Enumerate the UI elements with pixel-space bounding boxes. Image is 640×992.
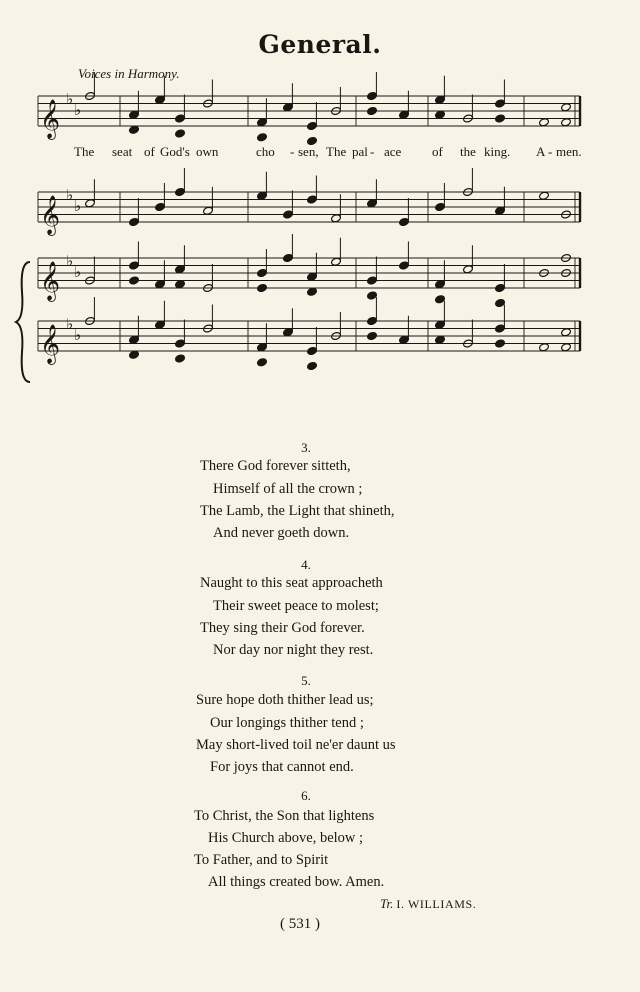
note-head (367, 199, 378, 208)
note-head (175, 339, 186, 348)
note-head (435, 95, 446, 104)
note-head (495, 114, 506, 123)
verse-line: For joys that cannot end. (210, 759, 354, 775)
verse-line: Their sweet peace to molest; (213, 598, 379, 614)
translator-prefix: Tr. (380, 896, 394, 911)
note-head (307, 121, 318, 130)
verse-line: To Father, and to Spirit (194, 852, 329, 868)
verse-line: They sing their God forever. (200, 620, 365, 636)
note-head (539, 343, 550, 352)
note-head (257, 358, 268, 367)
verse-line: Himself of all the crown ; (213, 481, 363, 497)
note-head (257, 268, 268, 277)
note-head (257, 191, 268, 200)
verse-line: Naught to this seat approacheth (200, 575, 383, 591)
note-head (399, 110, 410, 119)
note-head (175, 280, 186, 289)
piano-brace (16, 262, 30, 382)
note-head (435, 335, 446, 344)
note-head (203, 206, 214, 215)
note-head (307, 361, 318, 370)
note-head (257, 343, 268, 352)
flat-icon: ♭ (74, 197, 82, 215)
note-head (435, 280, 446, 289)
treble-clef-icon: 𝄞 (40, 99, 61, 139)
lyric-syllable: ace (384, 144, 402, 159)
note-head (307, 287, 318, 296)
note-head (399, 217, 410, 226)
note-head (367, 106, 378, 115)
translator-credit (380, 896, 476, 912)
note-head (175, 114, 186, 123)
verse-line: To Christ, the Son that lightens (194, 808, 375, 824)
lyric-syllable: of (144, 144, 155, 159)
verse-line: All things created bow. Amen. (208, 874, 385, 890)
note-head (561, 328, 572, 337)
note-head (495, 99, 506, 108)
flat-icon: ♭ (66, 315, 74, 333)
note-head (561, 103, 572, 112)
note-head (331, 214, 342, 223)
note-head (367, 316, 378, 325)
verse-line: The Lamb, the Light that shineth, (200, 503, 395, 519)
verse-line: Nor day nor night they rest. (213, 642, 374, 658)
note-head (399, 335, 410, 344)
verse-number: 3. (301, 440, 311, 455)
note-head (367, 291, 378, 300)
treble-clef-icon: 𝄞 (40, 195, 61, 235)
page-number: ( 531 ) (280, 916, 320, 932)
note-head (435, 295, 446, 304)
lyric-syllable: The (326, 144, 347, 159)
verse-line: There God forever sitteth, (200, 458, 351, 474)
verse-line: May short-lived toil ne'er daunt us (196, 737, 396, 753)
treble-clef-icon: 𝄞 (40, 261, 61, 301)
music-score (0, 0, 640, 400)
note-head (283, 328, 294, 337)
note-head (155, 95, 166, 104)
note-head (367, 331, 378, 340)
lyric-syllable: - (548, 144, 553, 159)
note-head (399, 261, 410, 270)
lyric-syllable: - (290, 144, 295, 159)
note-head (283, 103, 294, 112)
section-heading: General. (258, 30, 382, 59)
note-head (435, 110, 446, 119)
note-head (129, 217, 140, 226)
note-head (495, 298, 506, 307)
flat-icon: ♭ (74, 101, 82, 119)
note-head (561, 343, 572, 352)
note-head (155, 280, 166, 289)
tempo-marking: Voices in Harmony. (78, 66, 180, 81)
verse-number: 5. (301, 673, 311, 688)
note-head (175, 187, 186, 196)
verse-line: Our longings thither tend ; (210, 715, 364, 731)
note-head (129, 125, 140, 134)
verse-line: His Church above, below ; (208, 830, 364, 846)
note-head (283, 210, 294, 219)
lyric-syllable: The (74, 144, 95, 159)
note-head (129, 276, 140, 285)
note-head (307, 346, 318, 355)
verse-line: And never goeth down. (213, 525, 350, 541)
note-head (463, 265, 474, 274)
note-head (495, 324, 506, 333)
lyric-syllable: sen, (298, 144, 319, 159)
note-head (257, 118, 268, 127)
flat-icon: ♭ (74, 263, 82, 281)
note-head (175, 129, 186, 138)
lyric-syllable: A (536, 144, 546, 159)
lyric-syllable: of (432, 144, 443, 159)
note-head (175, 265, 186, 274)
note-head (561, 118, 572, 127)
verse-number: 4. (301, 557, 311, 572)
note-head (495, 206, 506, 215)
note-head (495, 339, 506, 348)
treble-clef-icon: 𝄞 (40, 324, 61, 364)
note-head (331, 257, 342, 266)
translator-name: I. WILLIAMS. (396, 897, 477, 911)
lyric-syllable: - (370, 144, 375, 159)
lyric-syllable: cho (256, 144, 275, 159)
lyric-syllable: the (460, 144, 476, 159)
note-head (539, 191, 550, 200)
note-head (367, 91, 378, 100)
note-head (435, 202, 446, 211)
note-head (539, 118, 550, 127)
flat-icon: ♭ (66, 252, 74, 270)
note-head (283, 253, 294, 262)
note-head (367, 276, 378, 285)
note-head (129, 261, 140, 270)
note-head (129, 110, 140, 119)
note-head (85, 199, 96, 208)
note-head (307, 272, 318, 281)
note-head (129, 350, 140, 359)
note-head (155, 202, 166, 211)
note-head (155, 320, 166, 329)
lyric-line (72, 144, 592, 162)
lyric-syllable: own (196, 144, 219, 159)
lyric-syllable: men. (556, 144, 582, 159)
lyric-syllable: God's (160, 144, 190, 159)
flat-icon: ♭ (74, 326, 82, 344)
note-head (175, 354, 186, 363)
note-head (257, 283, 268, 292)
note-head (307, 195, 318, 204)
note-head (435, 320, 446, 329)
lyric-syllable: seat (112, 144, 133, 159)
note-head (129, 335, 140, 344)
verse-number: 6. (301, 788, 311, 803)
flat-icon: ♭ (66, 186, 74, 204)
flat-icon: ♭ (66, 90, 74, 108)
note-head (257, 133, 268, 142)
note-head (495, 283, 506, 292)
lyric-syllable: pal (352, 144, 368, 159)
verse-line: Sure hope doth thither lead us; (196, 692, 374, 708)
lyric-syllable: king. (484, 144, 511, 159)
